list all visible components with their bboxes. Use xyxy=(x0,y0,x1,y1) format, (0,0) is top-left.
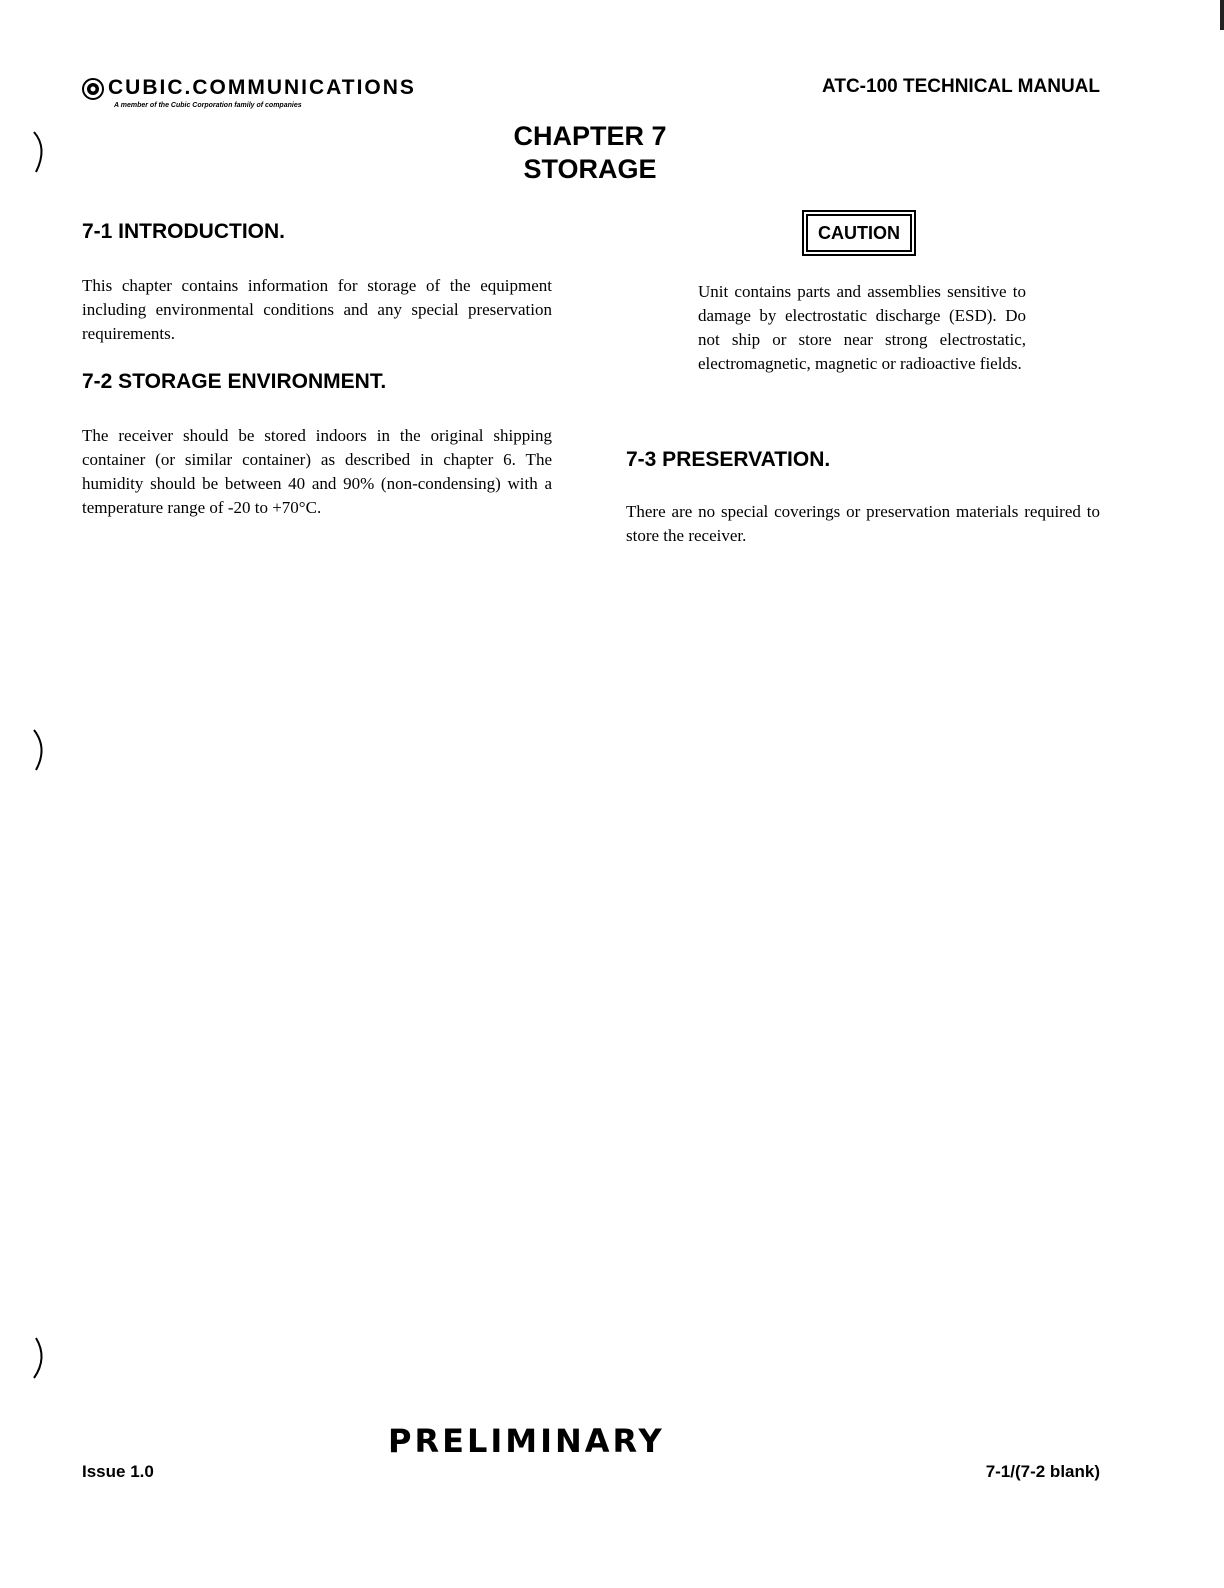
punch-hole-mark-bottom xyxy=(28,1334,52,1382)
chapter-heading xyxy=(440,120,740,186)
preliminary-stamp: PRELIMINARY xyxy=(388,1422,665,1460)
scan-edge-mark xyxy=(1220,0,1224,30)
caution-label-box xyxy=(802,210,916,256)
chapter-title: STORAGE xyxy=(523,154,657,184)
section-text-storage-environment: The receiver should be stored indoors in the original shipping container (or similar container) as described in chapter 6. The humidity should be between 40 and 90% (non-condensing) with a temperature range of -20 to +70°C. xyxy=(82,426,552,517)
punch-hole-mark-middle xyxy=(28,726,52,774)
caution-label: CAUTION xyxy=(806,214,912,252)
section-text-preservation: There are no special coverings or preservation materials required to store the receiver. xyxy=(626,502,1100,545)
manual-title: ATC-100 TECHNICAL MANUAL xyxy=(822,76,1100,97)
cubic-logo-icon xyxy=(82,78,104,100)
company-tagline: A member of the Cubic Corporation family of companies xyxy=(114,102,302,109)
section-heading-preservation: 7-3 PRESERVATION. xyxy=(626,448,831,471)
section-heading-storage-environment: 7-2 STORAGE ENVIRONMENT. xyxy=(82,370,387,393)
company-logo xyxy=(82,76,542,116)
section-text-introduction: This chapter contains information for storage of the equipment including environmental conditions and any special preservation requirements. xyxy=(82,276,552,343)
issue-label: Issue 1.0 xyxy=(82,1462,154,1481)
page-number: 7-1/(7-2 blank) xyxy=(985,1462,1100,1481)
caution-text: Unit contains parts and assemblies sensitive to damage by electrostatic discharge (ESD). Do not ship or store near strong electrostatic, electromagnetic, magnetic or radioactive fields. xyxy=(698,282,1026,373)
punch-hole-mark-top xyxy=(28,128,52,176)
chapter-number: CHAPTER 7 xyxy=(513,121,667,151)
section-heading-introduction: 7-1 INTRODUCTION. xyxy=(82,220,286,243)
company-name: CUBIC.COMMUNICATIONS xyxy=(108,76,416,99)
